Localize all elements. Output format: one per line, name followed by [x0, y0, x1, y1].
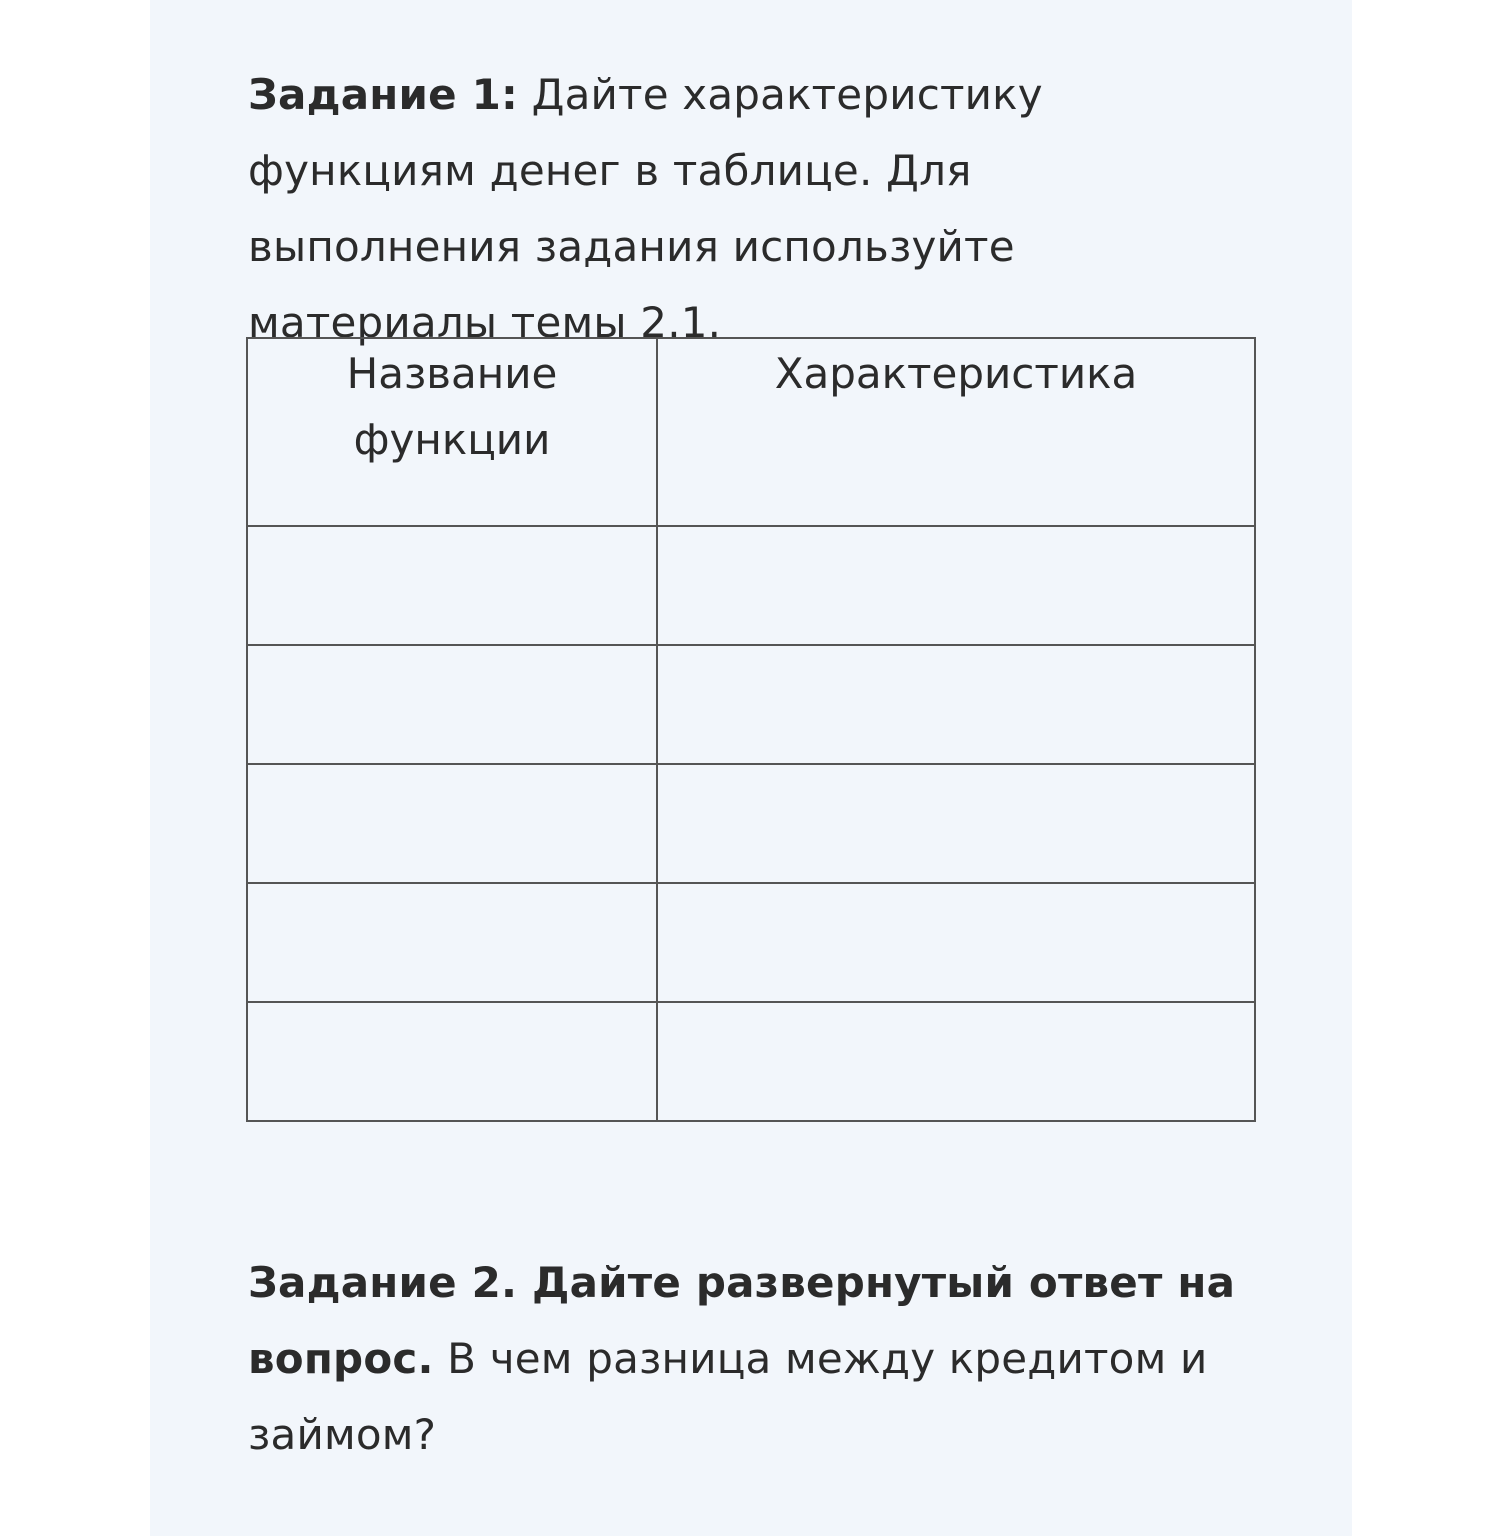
task-2 [248, 1245, 1258, 1473]
functions-table [246, 337, 1256, 1122]
task-2-text: В чем разница между кредитом и займом? [248, 1334, 1208, 1459]
header-characteristic: Характеристика [657, 338, 1255, 526]
document-page [150, 0, 1352, 1536]
table-cell-function[interactable] [247, 883, 657, 1002]
table-cell-function[interactable] [247, 1002, 657, 1121]
table-row [247, 645, 1255, 764]
table-cell-characteristic[interactable] [657, 883, 1255, 1002]
table-cell-function[interactable] [247, 764, 657, 883]
table-cell-function[interactable] [247, 645, 657, 764]
table-row [247, 883, 1255, 1002]
table-cell-characteristic[interactable] [657, 764, 1255, 883]
task-1 [248, 57, 1258, 361]
table-header-row [247, 338, 1255, 526]
table-row [247, 526, 1255, 645]
task-1-text: Дайте характеристику функциям денег в таблице. Для выполнения задания используйте материалы темы 2.1. [248, 70, 1043, 347]
task-2-label: Задание 2. Дайте развернутый ответ на вопрос. [248, 1258, 1236, 1383]
table-cell-characteristic[interactable] [657, 645, 1255, 764]
table-cell-function[interactable] [247, 526, 657, 645]
task-1-label: Задание 1: [248, 70, 519, 119]
table-cell-characteristic[interactable] [657, 1002, 1255, 1121]
table-cell-characteristic[interactable] [657, 526, 1255, 645]
table-row [247, 764, 1255, 883]
table-row [247, 1002, 1255, 1121]
header-function-name: Название функции [247, 338, 657, 526]
